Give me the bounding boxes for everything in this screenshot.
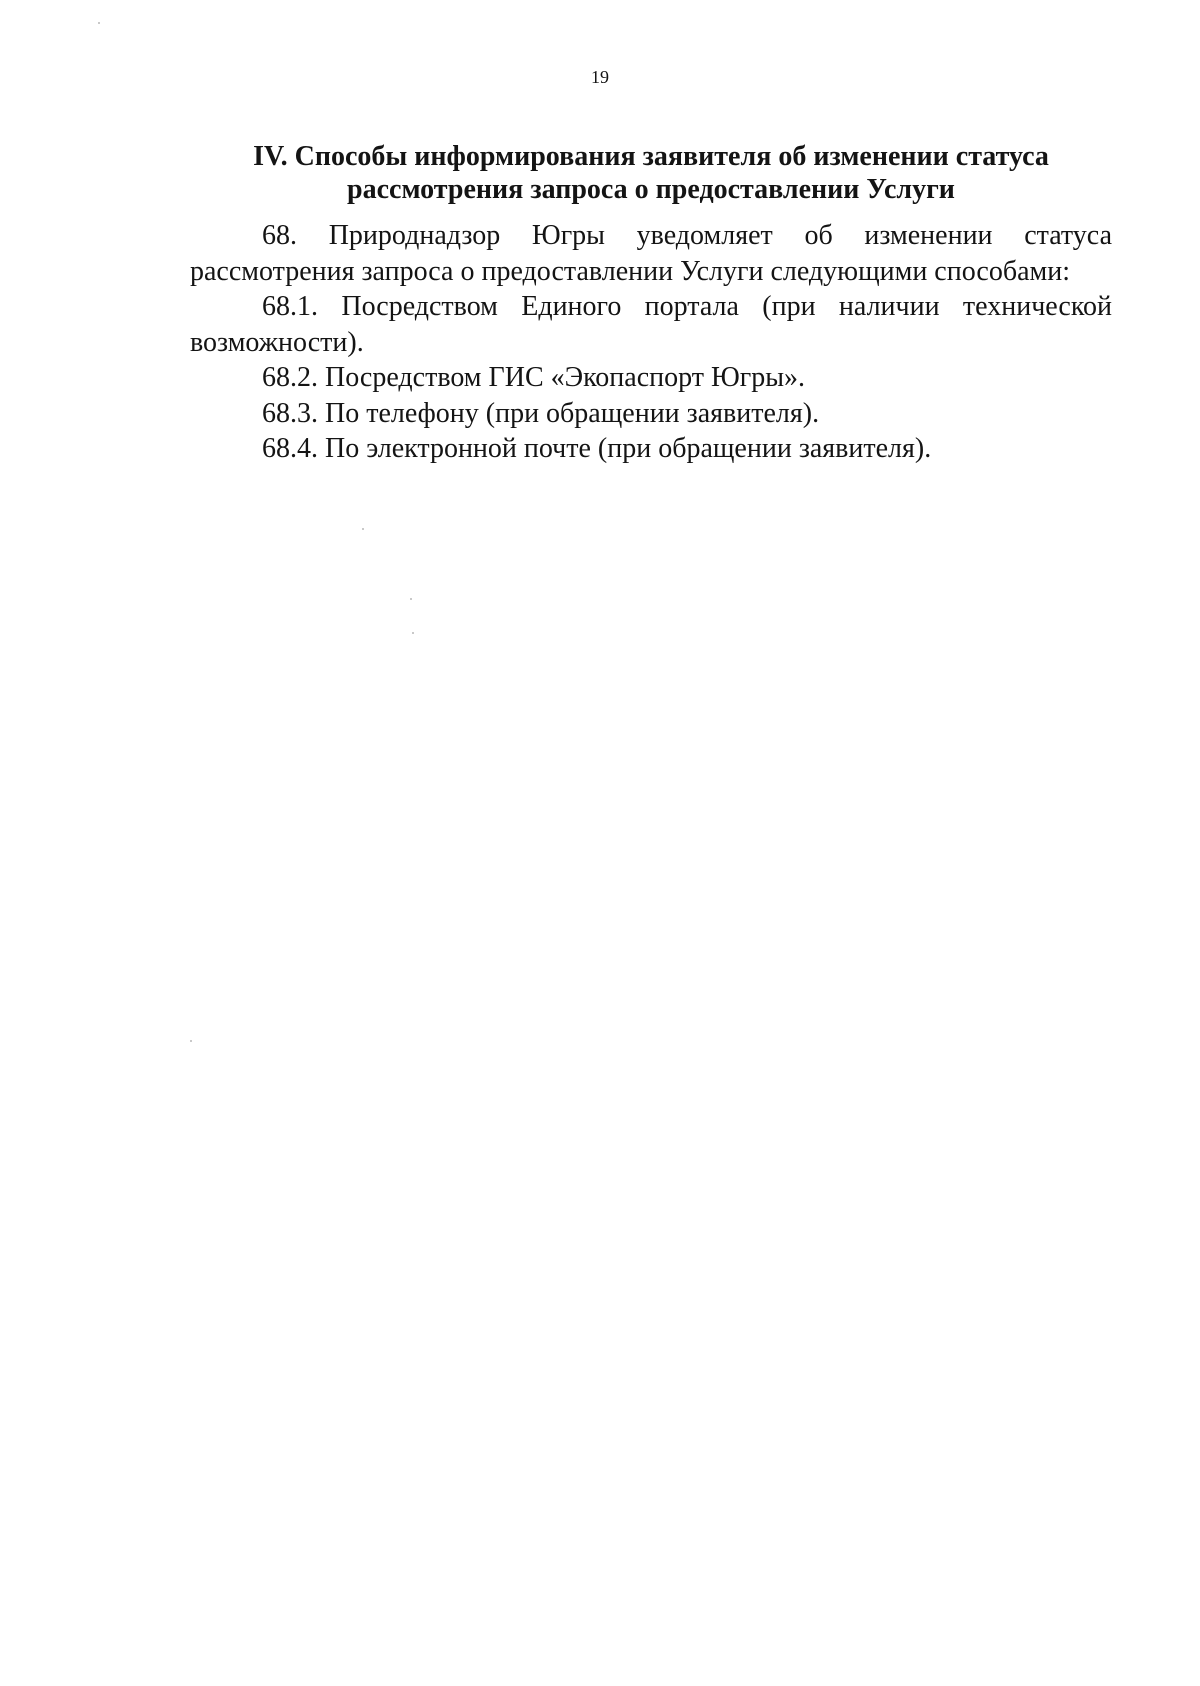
scan-speck: [98, 22, 100, 24]
scan-speck: [410, 598, 412, 600]
section-heading-line-2: рассмотрения запроса о предоставлении Услуги: [347, 174, 955, 205]
paragraph-68-3: 68.3. По телефону (при обращении заявителя).: [262, 397, 820, 429]
section-heading-line-1: IV. Способы информирования заявителя об изменении статуса: [253, 141, 1049, 172]
section-heading: [190, 140, 1112, 206]
body-text: [190, 218, 1112, 467]
page-number: 19: [591, 67, 609, 87]
paragraph-68-2: 68.2. Посредством ГИС «Экопаспорт Югры».: [262, 362, 806, 393]
scan-speck: [190, 1040, 192, 1042]
paragraph-68: 68. Природнадзор Югры уведомляет об изменении статуса рассмотрения запроса о предоставлении Услуги следующими способами:: [190, 220, 1112, 287]
scan-speck: [362, 528, 364, 530]
scan-speck: [412, 632, 414, 634]
paragraph-68-4: 68.4. По электронной почте (при обращении заявителя).: [262, 433, 932, 464]
paragraph-68-1: 68.1. Посредством Единого портала (при наличии технической возможности).: [190, 291, 1112, 358]
